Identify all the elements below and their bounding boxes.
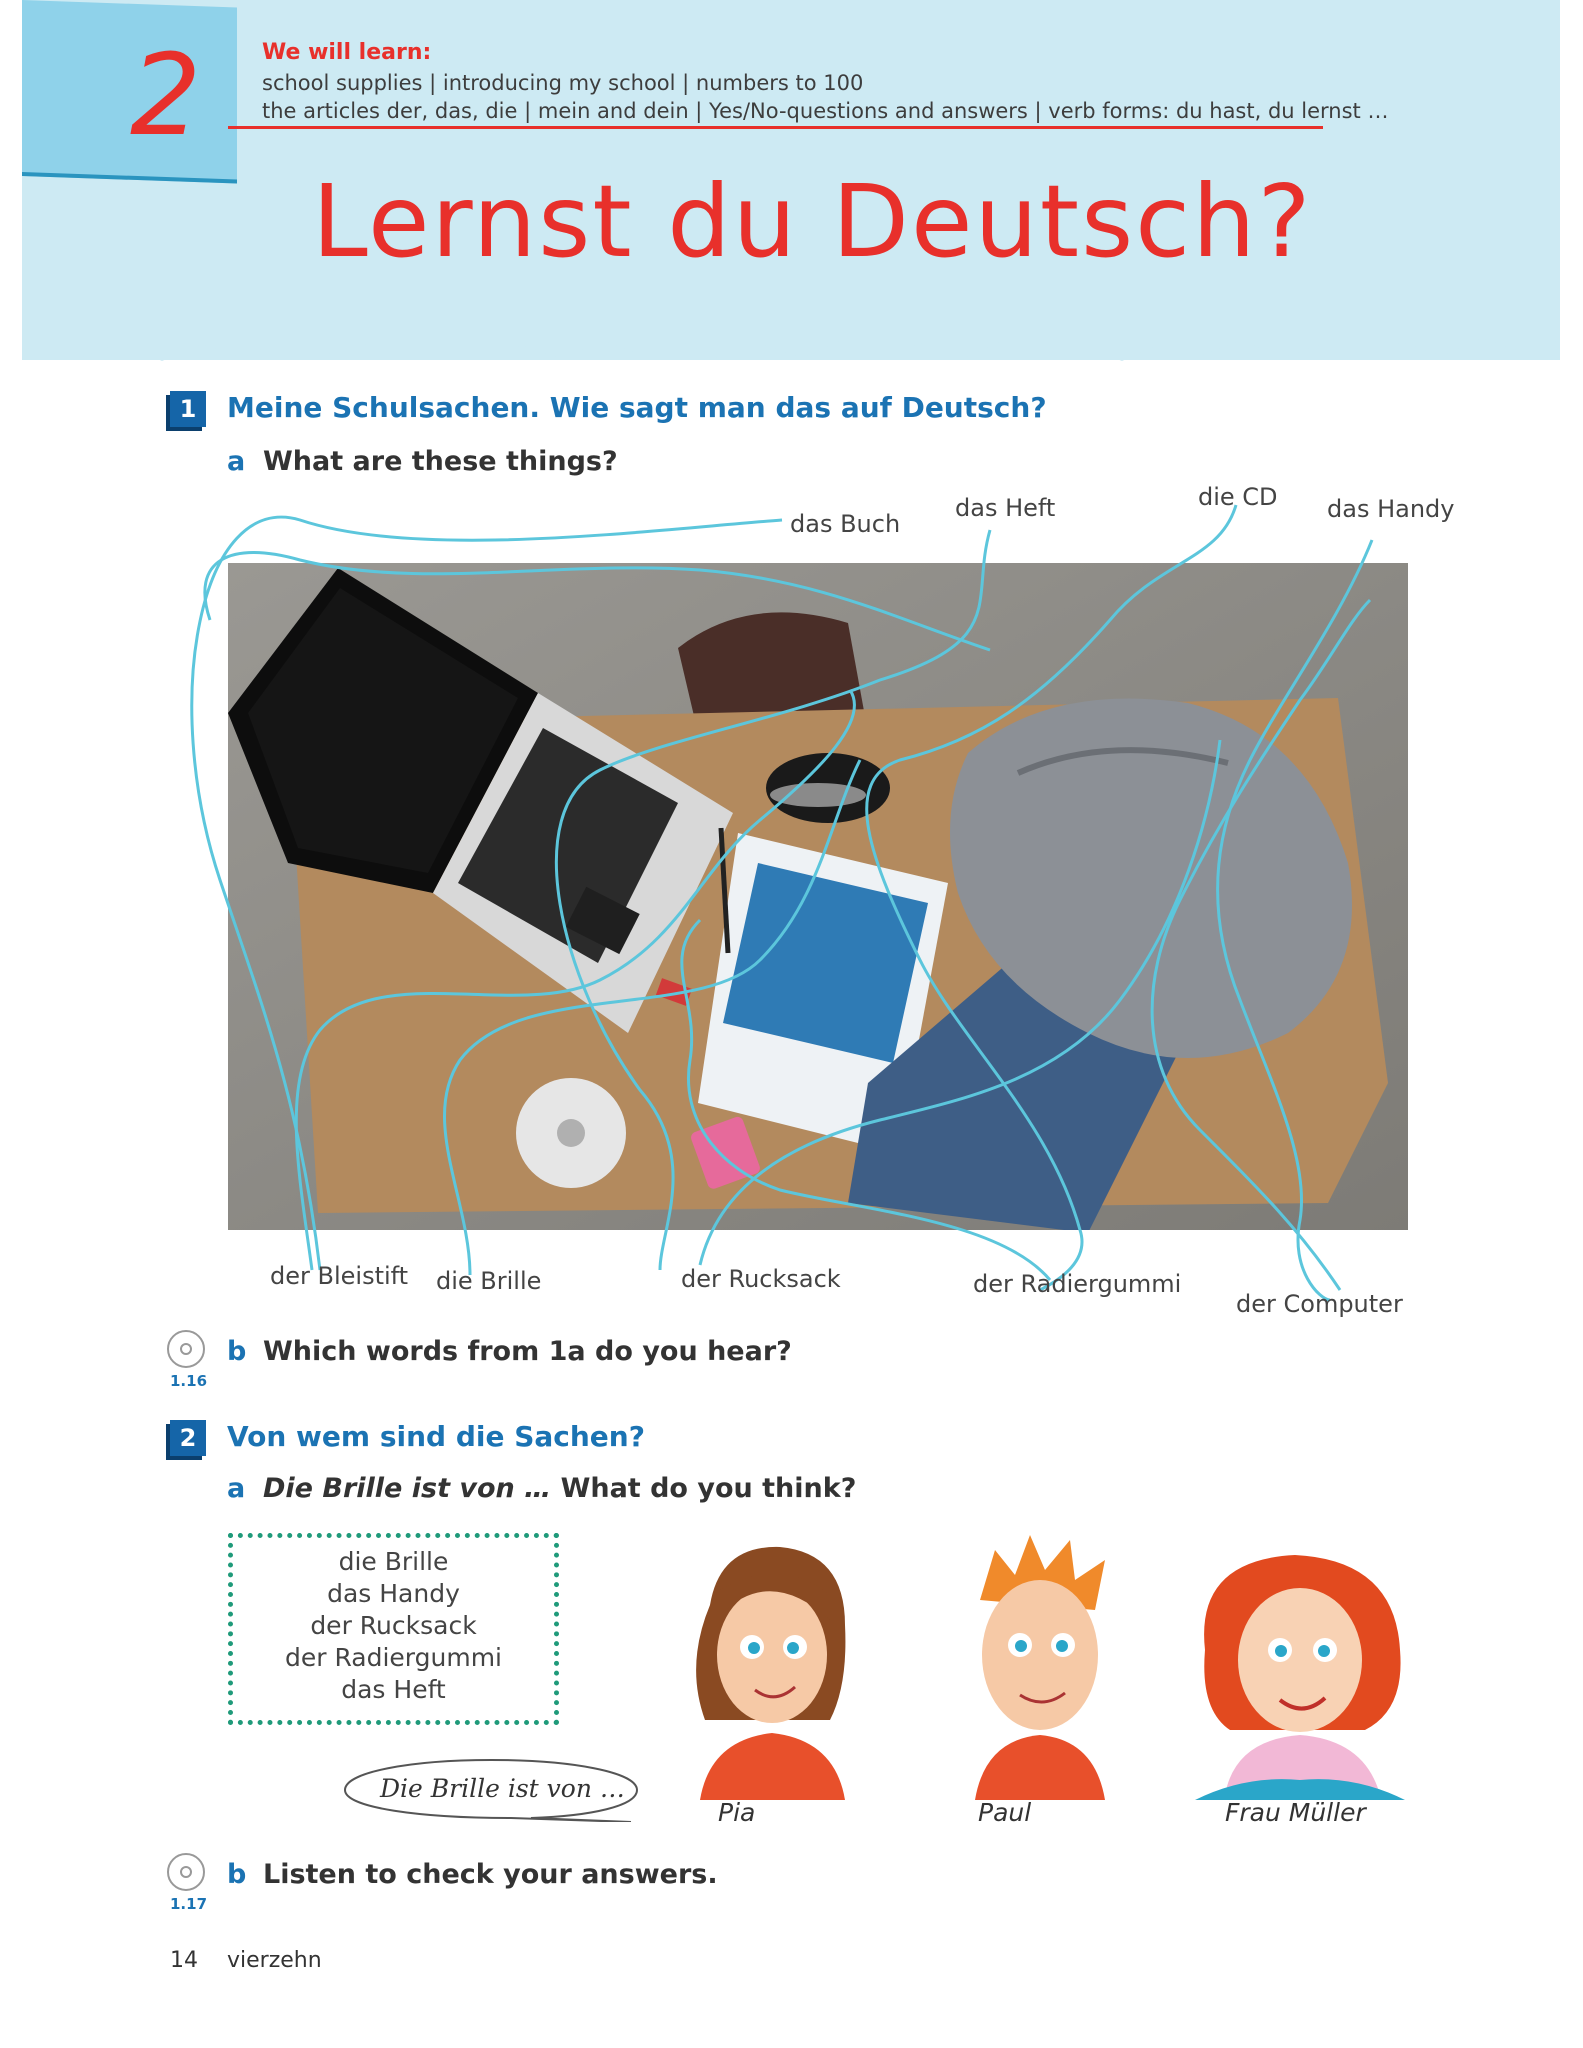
- audio-cd-icon[interactable]: [166, 1852, 206, 1892]
- audio-cd-icon[interactable]: [166, 1329, 206, 1369]
- word-box-item: der Radiergummi: [284, 1643, 503, 1672]
- learning-goals-underline: [228, 126, 1323, 129]
- character-name: Frau Müller: [1225, 1798, 1366, 1827]
- vocab-label: die Brille: [436, 1267, 542, 1295]
- subtask-text-plain: What do you think?: [560, 1473, 857, 1504]
- subtask-letter: a: [227, 1473, 246, 1504]
- page-number-word: vierzehn: [227, 1948, 322, 1973]
- word-box-item: die Brille: [338, 1547, 449, 1576]
- exercise-number: 1: [170, 391, 206, 427]
- vocab-label: das Handy: [1327, 495, 1455, 523]
- page-title: Lernst du Deutsch?: [312, 163, 1313, 280]
- audio-track-number: 1.16: [170, 1372, 208, 1390]
- exercise-number: 2: [170, 1420, 206, 1456]
- subtask-letter: b: [227, 1859, 247, 1890]
- paul-illustration: [955, 1530, 1125, 1800]
- audio-track-number: 1.17: [170, 1895, 208, 1913]
- character-name: Paul: [978, 1798, 1032, 1827]
- subtask-letter: b: [227, 1336, 247, 1367]
- school-supplies-photo: [228, 563, 1408, 1230]
- banner-torn-edge: [22, 300, 1560, 365]
- learning-goals-line: the articles der, das, die | mein and dein | Yes/No-questions and answers | verb forms: du hast, du lernst …: [262, 99, 1389, 123]
- word-box-item: das Handy: [327, 1579, 460, 1608]
- word-box-item: der Rucksack: [310, 1611, 477, 1640]
- speech-bubble-text: Die Brille ist von …: [380, 1774, 625, 1803]
- subtask-text-italic: Die Brille ist von …: [263, 1473, 552, 1504]
- vocab-label: die CD: [1198, 483, 1278, 511]
- learning-goals: [262, 40, 1389, 125]
- learning-goals-title: We will learn:: [262, 40, 432, 65]
- chapter-number: 2: [130, 31, 202, 161]
- character-name: Pia: [718, 1798, 756, 1827]
- vocab-label: das Heft: [955, 494, 1056, 522]
- learning-goals-line: school supplies | introducing my school | numbers to 100: [262, 71, 864, 95]
- subtask-text: Listen to check your answers.: [263, 1859, 718, 1890]
- vocab-label: der Rucksack: [681, 1265, 841, 1293]
- exercise-title: Meine Schulsachen. Wie sagt man das auf Deutsch?: [227, 391, 1047, 424]
- word-box: [228, 1533, 559, 1725]
- word-box-item: das Heft: [341, 1675, 446, 1704]
- vocab-label: das Buch: [790, 510, 901, 538]
- page-number: 14: [170, 1948, 198, 1973]
- subtask-text: Which words from 1a do you hear?: [263, 1336, 792, 1367]
- exercise-title: Von wem sind die Sachen?: [227, 1420, 645, 1453]
- subtask-text: [263, 1473, 856, 1504]
- frau-mueller-illustration: [1185, 1540, 1410, 1800]
- vocab-label: der Bleistift: [270, 1262, 409, 1290]
- photo-illustration: [228, 563, 1408, 1230]
- subtask-text: What are these things?: [263, 446, 618, 477]
- pia-illustration: [680, 1535, 855, 1800]
- vocab-label: der Radiergummi: [973, 1270, 1182, 1298]
- subtask-letter: a: [227, 446, 246, 477]
- vocab-label: der Computer: [1236, 1290, 1403, 1318]
